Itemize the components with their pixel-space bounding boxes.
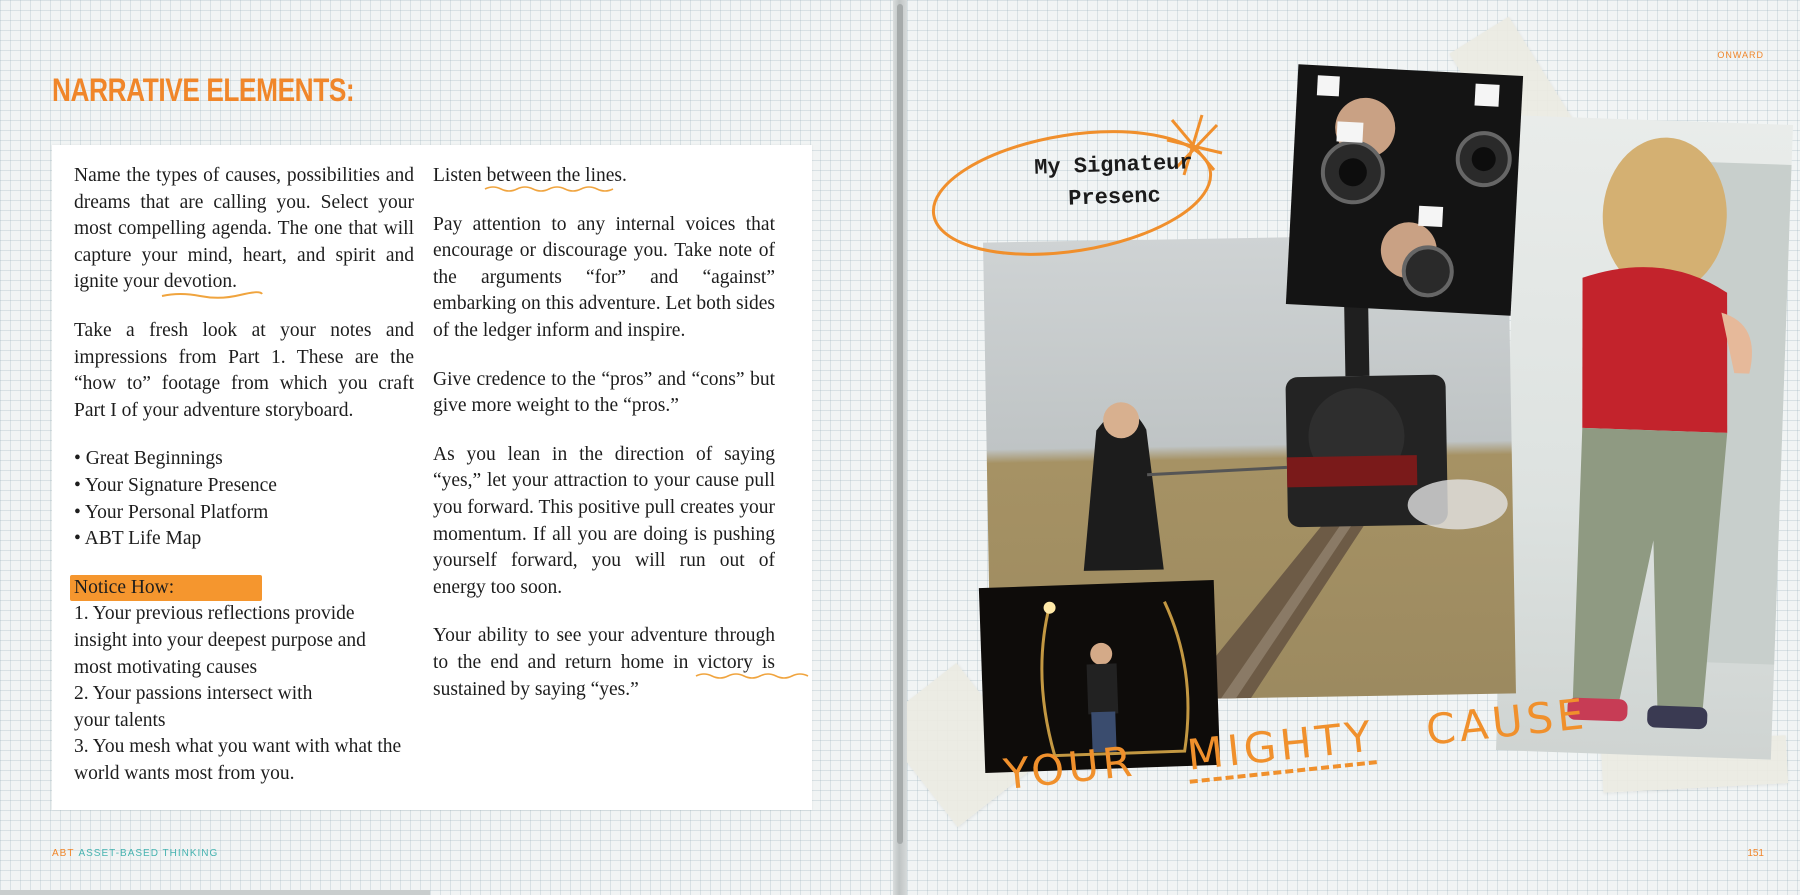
word-cause: CAUSE bbox=[1423, 688, 1590, 755]
page-heading: NARRATIVE ELEMENTS: bbox=[52, 72, 355, 108]
underlined-word bbox=[487, 165, 627, 186]
paragraph-text: is sustained by saying “yes.” bbox=[433, 651, 776, 700]
paragraph-text: Your ability to see your adventure through to the end and return home in bbox=[433, 625, 775, 673]
underlined-text: devotion. bbox=[163, 271, 238, 293]
signature-line-1: My Signateur bbox=[1033, 150, 1194, 181]
paragraph-text: Listen bbox=[433, 165, 482, 186]
horizontal-scrollbar-left[interactable] bbox=[0, 890, 430, 895]
paragraph-text: Name the types of causes, possibilities and dreams that are calling you. Select your most compelling agenda. The one that will capture your mind, heart, and spirit and ignite your bbox=[74, 165, 414, 293]
word-mighty: MIGHTY bbox=[1185, 711, 1378, 783]
list-item: • Your Personal Platform bbox=[74, 500, 414, 527]
column-1 bbox=[74, 163, 414, 787]
page-number: 151 bbox=[1747, 848, 1764, 859]
wavy-underline-icon bbox=[694, 671, 814, 681]
signature-line-2: Presenc bbox=[1067, 183, 1162, 212]
paragraph-fresh-look: Take a fresh look at your notes and impressions from Part 1. These are the “how to” footage from which you craft Part I of your adventure storyboard. bbox=[74, 319, 414, 421]
notice-how-label bbox=[74, 575, 414, 602]
wavy-underline-icon bbox=[160, 290, 264, 300]
child-figure-icon bbox=[1496, 115, 1793, 759]
underlined-text: between the lines. bbox=[486, 165, 627, 186]
list-item: • Your Signature Presence bbox=[74, 473, 414, 500]
word-your: YOUR bbox=[1001, 736, 1139, 800]
list-item: 3. You mesh what you want with what the world wants most from you. bbox=[74, 736, 402, 784]
underlined-text: victory bbox=[697, 651, 753, 673]
paragraph-pros-cons: Give credence to the “pros” and “cons” but give more weight to the “pros.” bbox=[433, 368, 775, 417]
wavy-underline-icon bbox=[483, 184, 623, 194]
underlined-word bbox=[164, 271, 237, 292]
child-photo bbox=[1496, 115, 1793, 759]
paragraph-listen bbox=[433, 163, 775, 190]
bullet-list bbox=[74, 446, 414, 552]
list-item: 2. Your passions intersect with your talents bbox=[74, 683, 313, 731]
numbered-list bbox=[74, 601, 414, 787]
paragraph-causes bbox=[74, 163, 414, 296]
column-2 bbox=[433, 163, 775, 725]
left-page bbox=[0, 0, 893, 895]
footer-logo: ABT bbox=[52, 848, 75, 859]
footer-text: ASSET-BASED THINKING bbox=[78, 848, 219, 859]
list-item: • ABT Life Map bbox=[74, 526, 414, 553]
scrollbar-thumb[interactable] bbox=[897, 4, 903, 844]
paragraph-victory bbox=[433, 623, 775, 703]
page-scrollbar[interactable] bbox=[893, 0, 907, 895]
list-item: • Great Beginnings bbox=[74, 446, 414, 473]
running-head: ONWARD bbox=[1717, 50, 1764, 60]
paragraph-momentum: As you lean in the direction of saying “yes,” let your attraction to your cause pull you forward. This positive pull creates your momentum. If all you are doing is pushing yourself forward, you will run out of energy too soon. bbox=[433, 443, 775, 598]
photographers-photo bbox=[1286, 64, 1523, 315]
paragraph-voices: Pay attention to any internal voices that encourage or discourage you. Take note of the arguments “for” and “against” embarking on this adventure. Let both sides of the ledger inform and inspire. bbox=[433, 213, 775, 341]
highlighted-text: Notice How: bbox=[70, 575, 262, 602]
list-item: 1. Your previous reflections provide insight into your deepest purpose and most motivating causes bbox=[74, 603, 366, 678]
cameras-icon bbox=[1286, 64, 1523, 315]
right-page bbox=[907, 0, 1800, 895]
text-card bbox=[52, 145, 812, 810]
footer bbox=[52, 848, 218, 859]
underlined-word bbox=[698, 652, 753, 673]
signature-presence-label bbox=[1018, 147, 1210, 218]
